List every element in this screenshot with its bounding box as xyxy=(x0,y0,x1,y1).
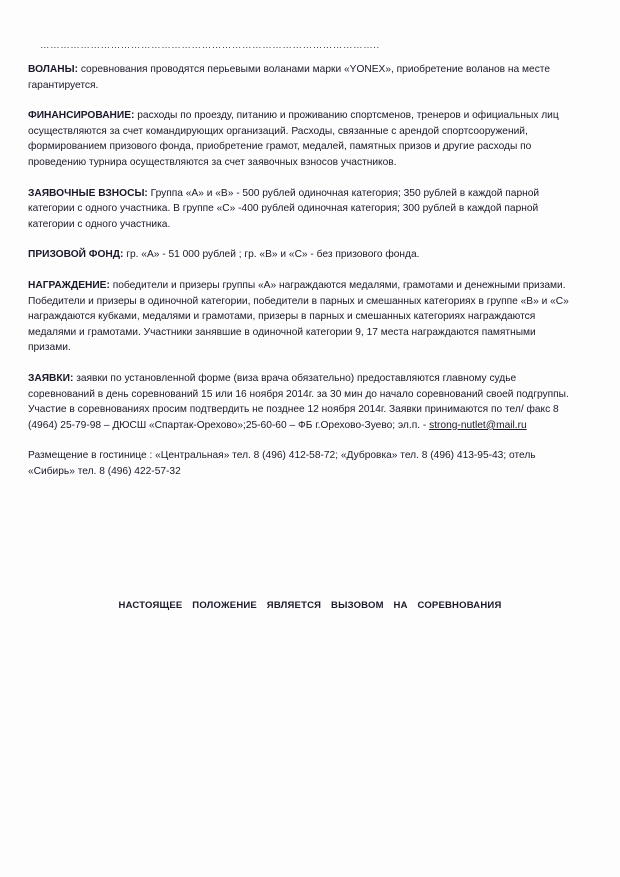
section-text-shuttlecocks: соревнования проводятся перьевыми воланами марки «YONEX», приобретение воланов на месте гарантируется. xyxy=(28,64,551,91)
section-prize-fund xyxy=(28,247,576,263)
section-text-applications: заявки по установленной форме (виза врача обязательно) предоставляются главному судье соревнований в день соревнований 15 или 16 ноября 2014г. за 30 мин до начало соревнований своей подгруппы. Участие в соревнованиях просим подтвердить не позднее 12 ноября 2014г. Заявки принимаются по тел/ факс 8 (4964) 25-79-98 – ДЮСШ «Спартак-Орехово»;25-60-60 – ФБ г.Орехово-Зуево; эл.п. - xyxy=(28,372,569,431)
email-link[interactable]: strong-nutlet@mail.ru xyxy=(429,419,527,431)
section-title-applications: ЗАЯВКИ: xyxy=(28,372,74,384)
section-awards xyxy=(28,278,576,356)
section-title-awards: НАГРАЖДЕНИЕ: xyxy=(28,279,110,291)
section-text-financing: расходы по проезду, питанию и проживанию спортсменов, тренеров и официальных лиц осуществляются за счет командирующих организаций. Расходы, связанные с арендой спортсооружений, формированием призового фонда, приобретение грамот, медалей, памятных призов и другие расходы по проведению турнира осуществляются за счет заявочных взносов участников. xyxy=(28,110,559,168)
hotel-accommodation: Размещение в гостинице : «Центральная» тел. 8 (496) 412-58-72; «Дубровка» тел. 8 (496) 413-95-43; отель «Сибирь» тел. 8 (496) 422-57-32 xyxy=(28,450,536,477)
section-title-prize-fund: ПРИЗОВОЙ ФОНД: xyxy=(28,249,124,261)
section-title-fees: ЗАЯВОЧНЫЕ ВЗНОСЫ: xyxy=(28,187,148,199)
section-text-awards: победители и призеры группы «А» награждаются медалями, грамотами и денежными призами. Победители и призеры в одиночной категории, победители в парных и смешанных категориях в группе «В» и «С» награждаются кубками, медалями и грамотами, призеры в парных и смешанных категориях награждаются медалями и грамотами. Участники занявшие в одиночной категории 9, 17 места награждаются памятными призами. xyxy=(28,279,569,354)
section-title-shuttlecocks: ВОЛАНЫ: xyxy=(28,64,79,75)
section-fees xyxy=(28,186,576,233)
section-shuttlecocks xyxy=(28,62,576,93)
dotted-separator: ……………………………………………………………………………………….. xyxy=(40,40,380,51)
section-financing xyxy=(28,108,576,170)
document-body xyxy=(28,62,576,494)
section-applications xyxy=(28,371,576,433)
section-title-financing: ФИНАНСИРОВАНИЕ: xyxy=(28,110,135,122)
footer-notice: НАСТОЯЩЕЕ ПОЛОЖЕНИЕ ЯВЛЯЕТСЯ ВЫЗОВОМ НА СОРЕВНОВАНИЯ xyxy=(118,600,502,611)
section-text-fees: Группа «А» и «В» - 500 рублей одиночная категория; 350 рублей в каждой парной категории с одного участника. В группе «С» -400 рублей одиночная категория; 300 рублей в каждой парной категории с одного участника. xyxy=(28,187,540,230)
section-text-prize-fund: гр. «А» - 51 000 рублей ; гр. «В» и «С» - без призового фонда. xyxy=(123,249,420,261)
